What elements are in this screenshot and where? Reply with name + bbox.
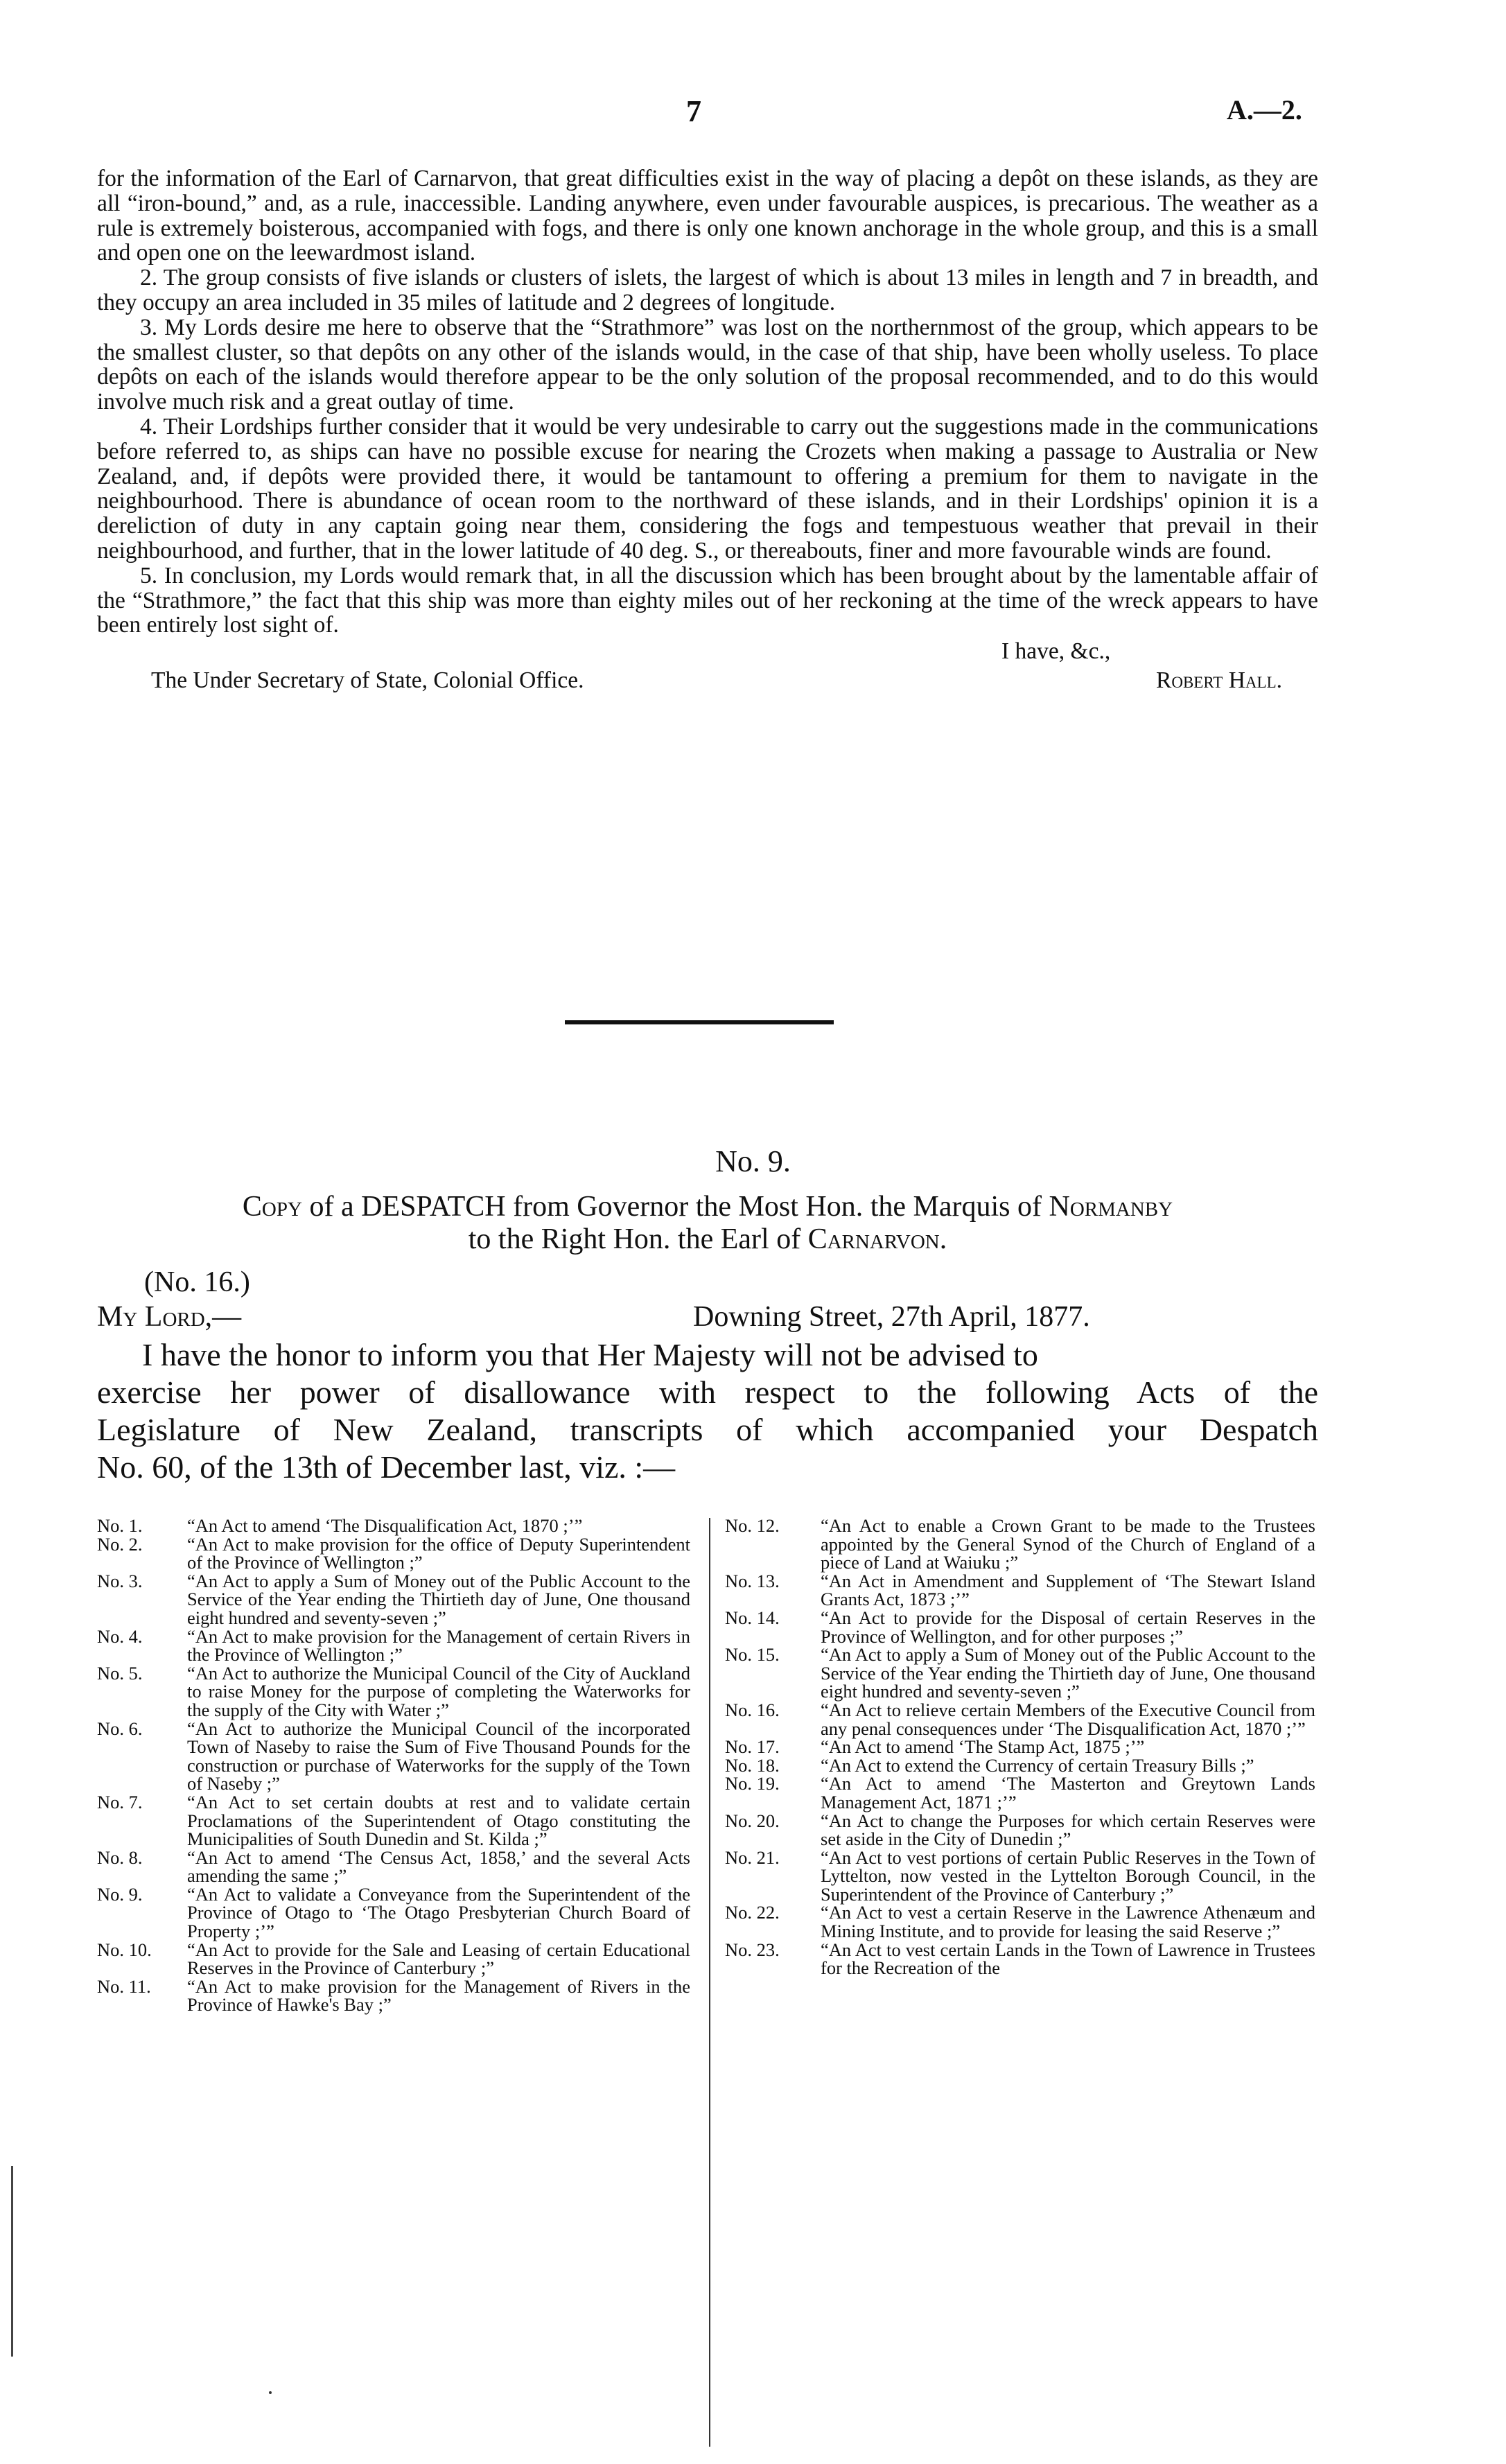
act-title: “An Act to vest certain Lands in the Town of Lawrence in Trustees for the Recreation of the bbox=[821, 1939, 1315, 1979]
act-list-item bbox=[725, 1572, 1315, 1609]
margin-mark bbox=[11, 2166, 13, 2357]
signature: Robert Hall. bbox=[1155, 667, 1282, 693]
document-reference: A.—2. bbox=[1227, 94, 1302, 125]
act-title: “An Act to vest portions of certain Public Reserves in the Town of Lyttelton, now vested in the Lyttelton Borough Council, in the Superintendent of the Province of Canterbury ;” bbox=[821, 1846, 1315, 1905]
column-divider bbox=[709, 1518, 710, 2447]
act-list-item bbox=[725, 1774, 1315, 1811]
act-number: No. 22. bbox=[725, 1902, 780, 1923]
heading-carnarvon: Carnarvon. bbox=[807, 1223, 947, 1255]
lead-line: No. 60, of the 13th of December last, viz. :— bbox=[97, 1449, 676, 1485]
act-list-item bbox=[97, 1941, 690, 1977]
heading-text: of a DESPATCH from Governor the Most Hon. the Marquis of bbox=[301, 1191, 1049, 1223]
act-title: “An Act to enable a Crown Grant to be made to the Trustees appointed by the General Synod of the Church of England of a piece of Land at Waiuku ;” bbox=[821, 1515, 1315, 1573]
act-list-item bbox=[97, 1846, 690, 1887]
act-list-item bbox=[97, 1793, 690, 1849]
letter-paragraph: 4. Their Lordships further consider that it would be very undesirable to carry out the suggestions made in the communications before referred to, as ships can have no possible excuse for nearing the Crozets when making a passage to Australia or New Zealand, and, if depôts were provided there, it would be tantamount to offering a premium for them to navigate in the neighbourhood. There is abundance of ocean room to the northward of these islands, and in their Lordships' opinion it is a dereliction of duty in any captain going near them, considering the fogs and tempestuous weather that prevail in their neighbourhood, and further, that in the lower latitude of 40 deg. S., or thereabouts, finer and more favourable winds are found. bbox=[97, 413, 1318, 563]
act-number: No. 1. bbox=[97, 1515, 143, 1536]
act-list-item bbox=[725, 1609, 1315, 1645]
lead-line: Legislature of New Zealand, transcripts of which accompanied your Despatch bbox=[97, 1412, 1318, 1447]
act-number: No. 17. bbox=[725, 1736, 780, 1758]
act-number: No. 23. bbox=[725, 1939, 780, 1960]
act-title: “An Act to validate a Conveyance from the Superintendent of the Province of Otago to ‘The Otago Presbyterian Church Board of Property ;’” bbox=[187, 1883, 690, 1942]
despatch-number: No. 9. bbox=[715, 1144, 791, 1178]
letter-body bbox=[97, 166, 1318, 693]
act-number: No. 13. bbox=[725, 1570, 780, 1591]
act-number: No. 16. bbox=[725, 1699, 780, 1720]
act-number: No. 7. bbox=[97, 1791, 143, 1812]
act-number: No. 6. bbox=[97, 1718, 143, 1739]
act-title: “An Act to provide for the Disposal of certain Reserves in the Province of Wellington, and for other purposes ;” bbox=[821, 1607, 1315, 1647]
heading-copy: Copy bbox=[242, 1191, 302, 1223]
act-number: No. 15. bbox=[725, 1644, 780, 1666]
despatch-sub-number: (No. 16.) bbox=[144, 1266, 250, 1298]
act-number: No. 5. bbox=[97, 1662, 143, 1684]
acts-list-left bbox=[97, 1517, 690, 2014]
act-title: “An Act to apply a Sum of Money out of the Public Account to the Service of the Year ending the Thirtieth day of June, One thousand eight hundred and seventy-seven ;” bbox=[187, 1570, 690, 1628]
act-list-item bbox=[725, 1645, 1315, 1701]
act-title: “An Act to authorize the Municipal Council of the City of Auckland to raise Money for the purpose of completing the Waterworks for the supply of the City with Water ;” bbox=[187, 1662, 690, 1720]
letter-paragraph: 3. My Lords desire me here to observe that the “Strathmore” was lost on the northernmost of the group, which appears to be the smallest cluster, so that depôts on any other of the islands would, in the case of that ship, have been wholly useless. To place depôts on each of the islands would therefore appear to be the only solution of the proposal recommended, and to do this would involve much risk and a great outlay of time. bbox=[97, 314, 1318, 415]
act-list-item bbox=[97, 1535, 690, 1572]
addressee: The Under Secretary of State, Colonial Office. bbox=[151, 667, 584, 693]
act-list-item bbox=[97, 1885, 690, 1941]
act-number: No. 3. bbox=[97, 1570, 143, 1591]
act-title: “An Act to amend ‘The Masterton and Greytown Lands Management Act, 1871 ;’” bbox=[821, 1773, 1315, 1812]
act-number: No. 9. bbox=[97, 1883, 143, 1905]
act-list-item bbox=[725, 1846, 1315, 1905]
letter-paragraph: for the information of the Earl of Carnarvon, that great difficulties exist in the way of placing a depôt on these islands, as they are all “iron-bound,” and, as a rule, inaccessible. Landing anywhere, even under favourable auspices, is precarious. The weather as a rule is extremely boisterous, accompanied with fogs, and there is only one known anchorage in the whole group, and this is a small and open one on the leewardmost island. bbox=[97, 166, 1318, 266]
act-title: “An Act to make provision for the Management of certain Rivers in the Province of Wellington ;” bbox=[187, 1625, 690, 1666]
act-list-item bbox=[725, 1517, 1315, 1572]
act-list-item bbox=[725, 1738, 1315, 1756]
act-title: “An Act to authorize the Municipal Council of the incorporated Town of Naseby to raise the Sum of Five Thousand Pounds for the construction or purchase of Waterworks for the supply of the Town of Naseby ;” bbox=[187, 1718, 690, 1794]
act-number: No. 19. bbox=[725, 1773, 780, 1794]
act-list-item bbox=[97, 1977, 690, 2014]
letter-paragraph: 5. In conclusion, my Lords would remark that, in all the discussion which has been brought about by the lamentable affair of the “Strathmore,” the fact that this ship was more than eighty miles out of her reckoning at the time of the wreck appears to have been entirely lost sight of. bbox=[97, 562, 1318, 638]
act-title: “An Act to change the Purposes for which certain Reserves were set aside in the City of Dunedin ;” bbox=[821, 1810, 1315, 1850]
act-title: “An Act in Amendment and Supplement of ‘The Stewart Island Grants Act, 1873 ;’” bbox=[821, 1570, 1315, 1610]
act-number: No. 4. bbox=[97, 1625, 143, 1647]
act-number: No. 18. bbox=[725, 1754, 780, 1776]
act-number: No. 21. bbox=[725, 1846, 780, 1868]
act-title: “An Act to make provision for the office of Deputy Superintendent of the Province of Wellington ;” bbox=[187, 1533, 690, 1573]
acts-list-right bbox=[725, 1517, 1315, 1977]
act-list-item bbox=[97, 1572, 690, 1627]
page-number: 7 bbox=[686, 94, 701, 128]
act-title: “An Act to apply a Sum of Money out of the Public Account to the Service of the Year ending the Thirtieth day of June, One thousand eight hundred and seventy-seven ;” bbox=[821, 1644, 1315, 1702]
act-title: “An Act to make provision for the Management of Rivers in the Province of Hawke's Bay ;” bbox=[187, 1975, 690, 2016]
act-number: No. 8. bbox=[97, 1846, 143, 1868]
act-number: No. 11. bbox=[97, 1975, 151, 1997]
act-title: “An Act to extend the Currency of certain Treasury Bills ;” bbox=[821, 1754, 1254, 1776]
act-title: “An Act to amend ‘The Disqualification Act, 1870 ;’” bbox=[187, 1515, 583, 1536]
section-divider bbox=[565, 1020, 834, 1024]
act-list-item bbox=[725, 1941, 1315, 1977]
act-list-item bbox=[725, 1701, 1315, 1738]
act-list-item bbox=[725, 1756, 1315, 1775]
act-title: “An Act to amend ‘The Stamp Act, 1875 ;’” bbox=[821, 1736, 1145, 1758]
act-list-item bbox=[97, 1664, 690, 1720]
act-list-item bbox=[97, 1517, 690, 1535]
closing: I have, &c., bbox=[1001, 638, 1111, 665]
act-title: “An Act to provide for the Sale and Leasing of certain Educational Reserves in the Province of Canterbury ;” bbox=[187, 1939, 690, 1979]
act-number: No. 12. bbox=[725, 1515, 780, 1536]
letter-paragraph: 2. The group consists of five islands or clusters of islets, the largest of which is about 13 miles in length and 7 in breadth, and they occupy an area included in 35 miles of latitude and 2 degrees of longitude. bbox=[97, 265, 1318, 315]
act-number: No. 10. bbox=[97, 1939, 152, 1960]
act-number: No. 20. bbox=[725, 1810, 780, 1831]
act-number: No. 2. bbox=[97, 1533, 143, 1555]
lead-line: I have the honor to inform you that Her Majesty will not be advised to bbox=[142, 1337, 1038, 1372]
heading-text-2: to the Right Hon. the Earl of bbox=[468, 1223, 808, 1255]
act-list-item bbox=[97, 1627, 690, 1664]
despatch-heading bbox=[97, 1191, 1318, 1256]
act-list-item bbox=[725, 1903, 1315, 1940]
despatch-lead bbox=[97, 1336, 1318, 1486]
lead-line: exercise her power of disallowance with respect to the following Acts of the bbox=[97, 1374, 1318, 1410]
salutation: My Lord,— bbox=[97, 1301, 242, 1333]
act-title: “An Act to set certain doubts at rest and to validate certain Proclamations of the Superintendent of Otago constituting the Municipalities of South Dunedin and St. Kilda ;” bbox=[187, 1791, 690, 1850]
heading-normanby: Normanby bbox=[1049, 1191, 1173, 1223]
act-title: “An Act to amend ‘The Census Act, 1858,’ and the several Acts amending the same ;” bbox=[187, 1846, 690, 1887]
act-list-item bbox=[97, 1720, 690, 1793]
ink-dot bbox=[269, 2391, 272, 2394]
place-date: Downing Street, 27th April, 1877. bbox=[693, 1301, 1090, 1333]
act-title: “An Act to vest a certain Reserve in the Lawrence Athenæum and Mining Institute, and to provide for leasing the said Reserve ;” bbox=[821, 1902, 1315, 1942]
act-number: No. 14. bbox=[725, 1607, 780, 1628]
act-list-item bbox=[725, 1812, 1315, 1849]
act-title: “An Act to relieve certain Members of the Executive Council from any penal consequences under ‘The Disqualification Act, 1870 ;’” bbox=[821, 1699, 1315, 1739]
